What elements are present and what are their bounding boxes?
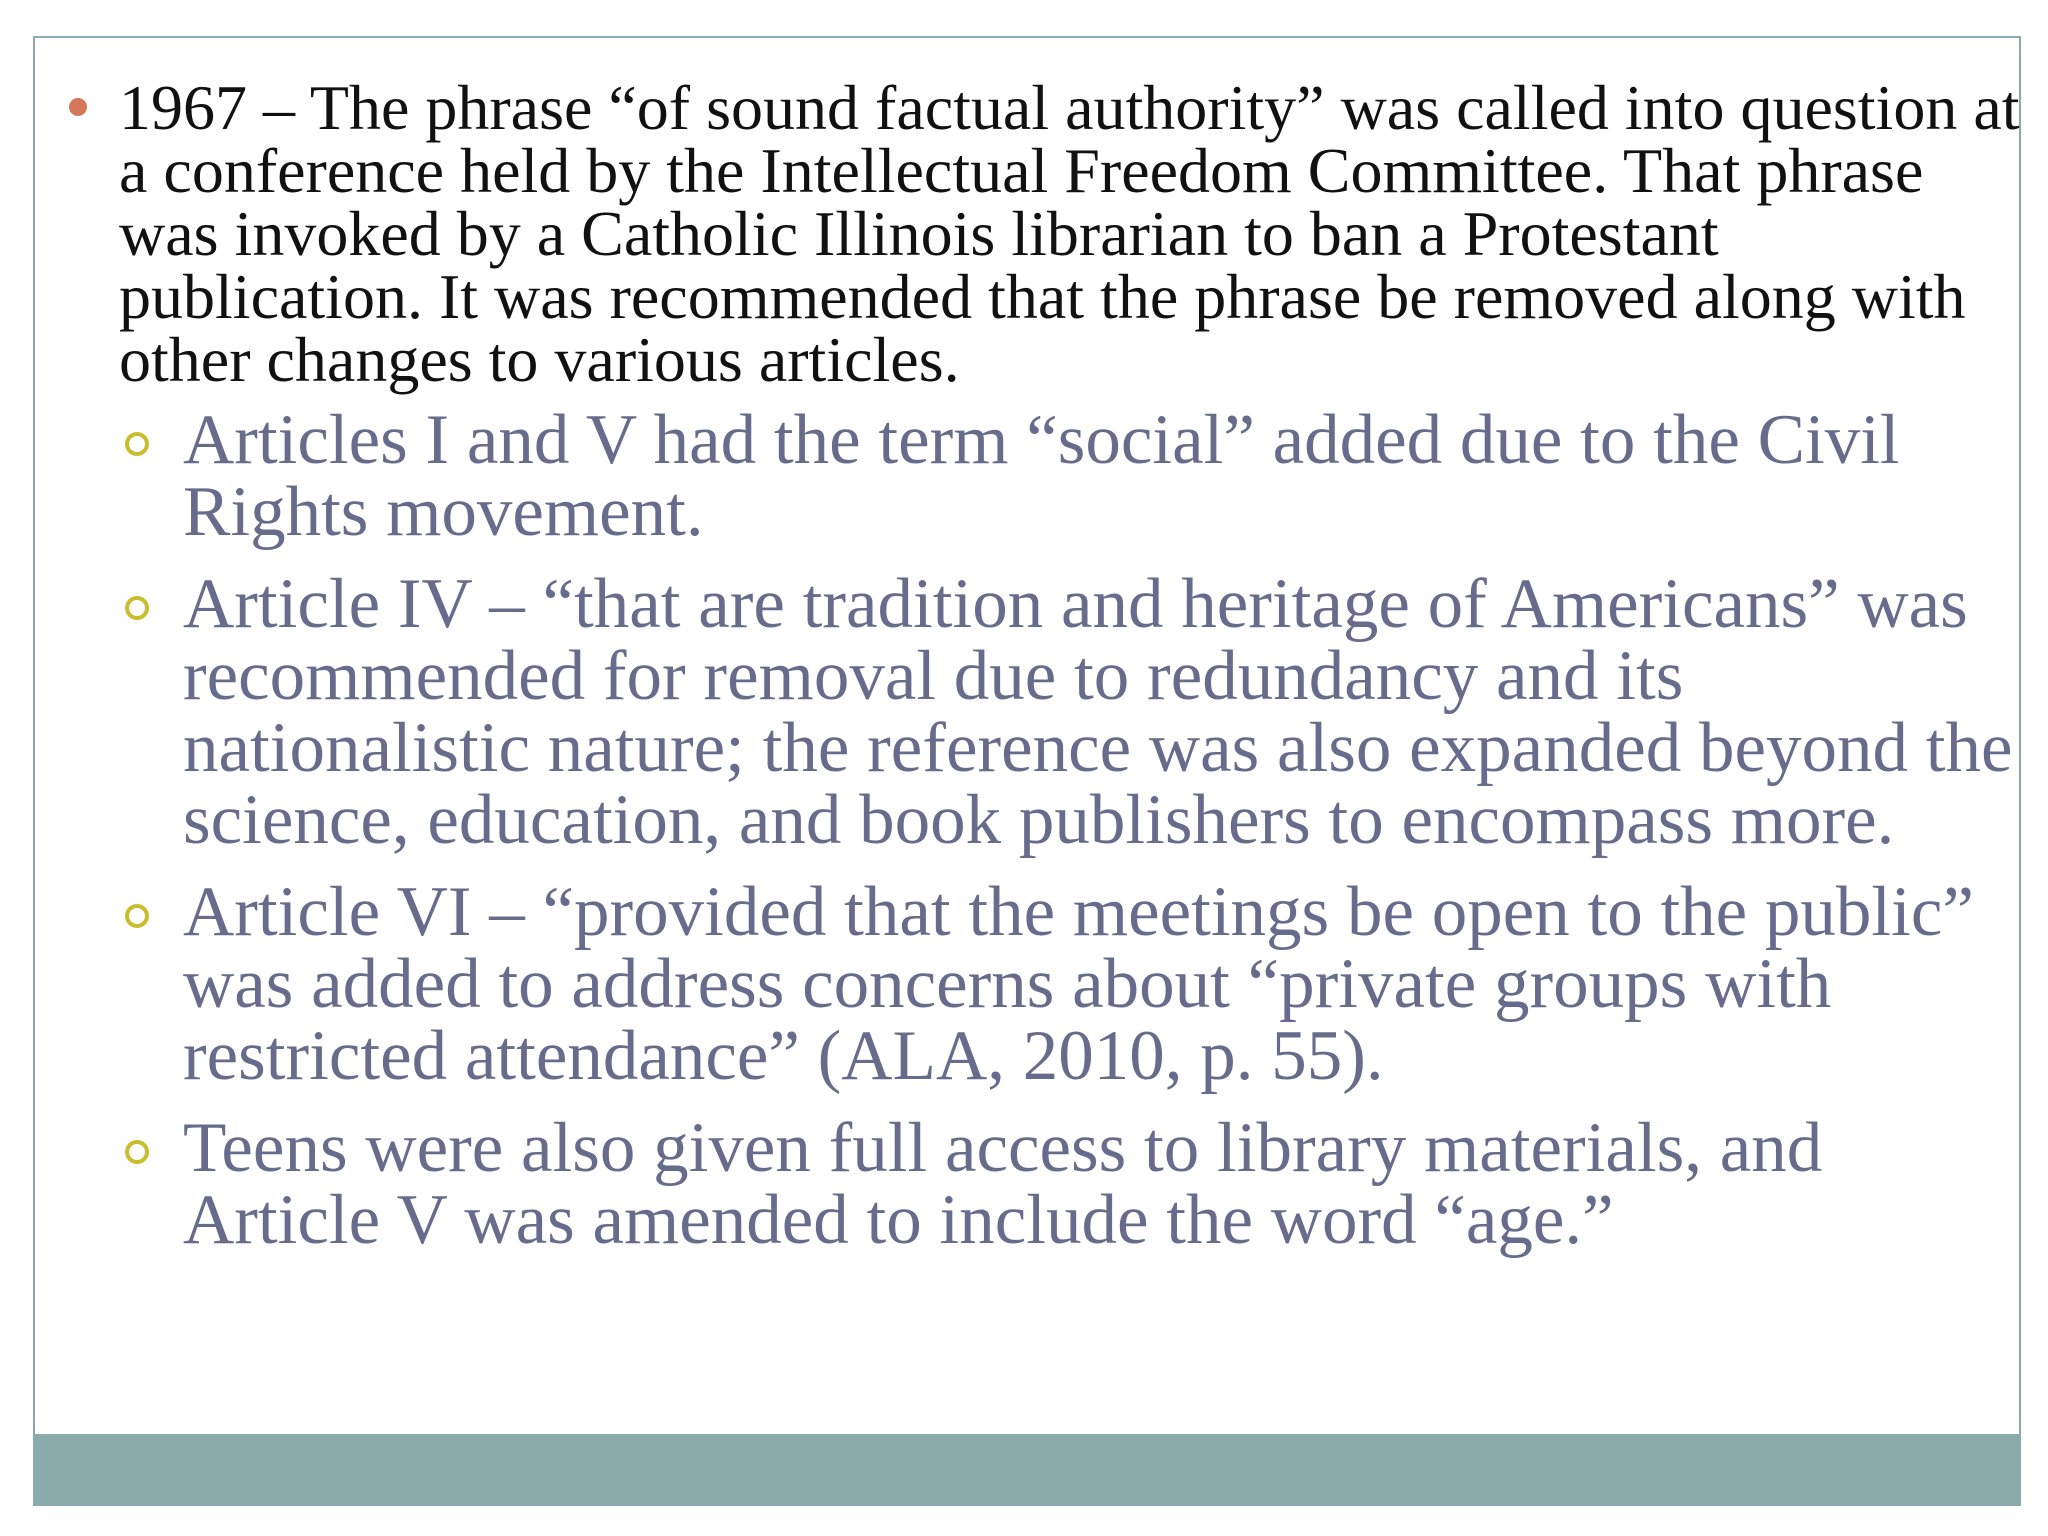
sub-bullet-1 [119,401,2029,551]
ring-bullet-icon [125,596,149,620]
sub-bullet-text: Teens were also given full access to library materials, and Article V was amended to include the word “age.” [183,1109,1823,1259]
sub-bullet-2 [119,565,2029,859]
main-bullet-text: 1967 – The phrase “of sound factual authority” was called into question at a conference held by the Intellectual Freedom Committee. That phrase was invoked by a Catholic Illinois librarian to ban a Protestant publication. It was recommended that the phrase be removed along with other changes to various articles. [119,72,2020,395]
sub-bullet-3 [119,873,2029,1095]
main-bullet-dot-icon [69,98,87,116]
ring-bullet-icon [125,432,149,456]
sub-bullet-text: Articles I and V had the term “social” added due to the Civil Rights movement. [183,401,1900,551]
sub-bullet-text: Article VI – “provided that the meetings be open to the public” was added to address concerns about “private groups with restricted attendance” (ALA, 2010, p. 55). [183,873,1974,1095]
sub-bullet-list [119,401,2029,1276]
sub-bullet-4 [119,1109,2029,1259]
slide-frame [33,36,2021,1506]
footer-band [35,1434,2019,1504]
ring-bullet-icon [125,1140,149,1164]
sub-bullet-text: Article IV – “that are tradition and heritage of Americans” was recommended for removal due to redundancy and its nationalistic nature; the reference was also expanded beyond the science, education, and book publishers to encompass more. [183,565,2013,859]
ring-bullet-icon [125,904,149,928]
